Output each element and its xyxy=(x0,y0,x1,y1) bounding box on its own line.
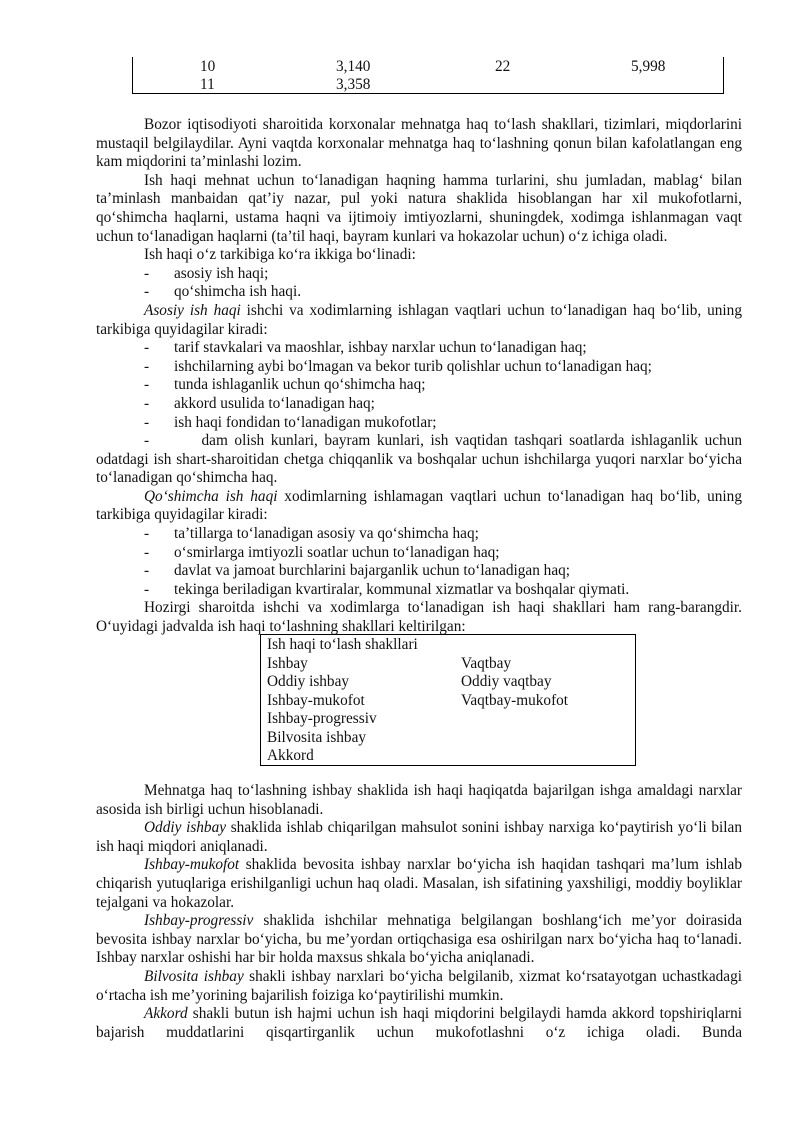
list-item: - akkord usulida toʻlanadigan haq; xyxy=(144,394,375,412)
table-cell: Ishbay-mukofot xyxy=(267,692,365,709)
list-item: - tunda ishlaganlik uchun qoʻshimcha haq; xyxy=(144,376,426,394)
paragraph: Bilvosita ishbay shakli ishbay narxlari boʻyicha belgilanib, xizmat koʻrsatayotgan uchastkadagi oʻrtacha ish me’yorining bajarilish foiziga koʻpaytirilishi mumkin. xyxy=(96,967,742,1004)
list-item: - davlat va jamoat burchlarini bajarganlik uchun toʻlanadigan haq; xyxy=(144,562,571,580)
table-cell: Oddiy vaqtbay xyxy=(461,673,552,690)
document-body-upper xyxy=(96,116,742,637)
paragraph: Qoʻshimcha ish haqi xodimlarning ishlamagan vaqtlari uchun toʻlanadigan haq boʻlib, uning tarkibiga quyidagilar kiradi: xyxy=(96,487,742,524)
list-item: - tarif stavkalari va maoshlar, ishbay narxlar uchun toʻlanadigan haq; xyxy=(144,339,587,357)
list-item: - qoʻshimcha ish haqi. xyxy=(144,283,302,301)
list-item: - asosiy ish haqi; xyxy=(144,264,269,282)
paragraph: Akkord shakli butun ish hajmi uchun ish haqi miqdorini belgilaydi hamda akkord topshiriqlarni bajarish muddatlarini qisqartirganlik uchun mukofotlashni oʻz ichiga oladi. Bunda xyxy=(96,1005,742,1041)
table-cell: 5,998 xyxy=(631,58,666,75)
list-item: - ishchilarning aybi boʻlmagan va bekor turib qolishlar uchun toʻlanadigan haq; xyxy=(144,357,652,375)
list-item: - oʻsmirlarga imtiyozli soatlar uchun toʻlanadigan haq; xyxy=(144,543,500,561)
list-item: - ta’tillarga toʻlanadigan asosiy va qoʻshimcha haq; xyxy=(144,525,479,543)
list-item-long: - dam olish kunlari, bayram kunlari, ish vaqtidan tashqari soatlarda ishlaganlik uchun odatdagi ish shart-sharoitidan chetga chiqqanlik va boshqalar uchun ishchilarga yuqori narxlar boʻyicha toʻlanadigan qoʻshimcha haq. xyxy=(96,432,742,487)
table-cell: Ishbay xyxy=(267,655,308,672)
table-cell: 3,358 xyxy=(336,76,371,93)
paragraph: Ish haqi mehnat uchun toʻlanadigan haqning hamma turlarini, shu jumladan, mablagʻ bilan ta’minlash manbaidan qat’iy nazar, pul yoki natura shaklida hisoblangan har xil mukofotlarni, qoʻshimcha haqlarni, ustama haqni va ijtimoiy imtiyozlarni, shuningdek, xodimga ishlanmagan vaqt uchun toʻlanadigan haqlarni (ta’til haqi, bayram kunlari va hokazolar uchun) oʻz ichiga oladi. xyxy=(96,171,742,245)
table-header: Ish haqi toʻlash shakllari xyxy=(267,636,418,653)
paragraph: Hozirgi sharoitda ishchi va xodimlarga toʻlanadigan ish haqi shakllari ham rang-barangdir. Oʻuyidagi jadvalda ish haqi toʻlashning shakllari keltirilgan: xyxy=(96,599,742,636)
paragraph: Ish haqi oʻz tarkibiga koʻra ikkiga boʻlinadi: xyxy=(144,246,416,264)
list-item: - tekinga beriladigan kvartiralar, kommunal xizmatlar va boshqalar qiymati. xyxy=(144,580,630,598)
paragraph: Oddiy ishbay shaklida ishlab chiqarilgan mahsulot sonini ishbay narxiga koʻpaytirish yoʻli bilan ish haqi miqdori aniqlanadi. xyxy=(96,819,742,855)
term-emphasis: Bilvosita ishbay xyxy=(144,967,244,985)
table-cell: 11 xyxy=(200,76,215,93)
term-emphasis: Qoʻshimcha ish haqi xyxy=(144,487,278,505)
table-cell: Akkord xyxy=(267,747,314,764)
table-cell: Oddiy ishbay xyxy=(267,673,350,690)
table-cell: 10 xyxy=(200,58,216,75)
paragraph: Mehnatga haq toʻlashning ishbay shaklida ish haqi haqiqatda bajarilgan ishga amaldagi narxlar asosida ish birligi uchun hisoblanadi. xyxy=(96,782,742,818)
paragraph: Ishbay-mukofot shaklida bevosita ishbay narxlar boʻyicha ish haqidan tashqari ma’lum ishlab chiqarish yutuqlariga erishilganligi uchun haq oladi. Masalan, ish sifatining yaxshiligi, moddiy boyliklar tejalgani va hokazolar. xyxy=(96,856,742,911)
paragraph: Bozor iqtisodiyoti sharoitida korxonalar mehnatga haq toʻlash shakllari, tizimlari, miqdorlarini mustaqil belgilaydilar. Ayni vaqtda korxonalar mehnatga haq toʻlashning qonun bilan kafolatlangan eng kam miqdorini ta’minlashi lozim. xyxy=(96,116,742,171)
table-cell: Ishbay-progressiv xyxy=(267,710,377,727)
paragraph: Asosiy ish haqi ishchi va xodimlarning ishlagan vaqtlari uchun toʻlanadigan haq boʻlib, uning tarkibiga quyidagilar kiradi: xyxy=(96,301,742,338)
table-cell: Bilvosita ishbay xyxy=(267,729,367,746)
term-emphasis: Akkord xyxy=(144,1005,188,1023)
table-cell: Vaqtbay-mukofot xyxy=(461,692,569,709)
wage-forms-table xyxy=(260,634,636,766)
list-item: - ish haqi fondidan toʻlanadigan mukofotlar; xyxy=(144,413,437,431)
document-body-lower xyxy=(96,782,742,1042)
table-cell: 22 xyxy=(495,58,511,75)
table-cell: Vaqtbay xyxy=(461,655,512,672)
term-emphasis: Oddiy ishbay xyxy=(144,819,227,837)
paragraph: Ishbay-progressiv shaklida ishchilar mehnatiga belgilangan boshlangʻich me’yor doirasida bevosita ishbay narxlar boʻyicha, bu me’yordan ortiqchasiga esa oshirilgan narx boʻyicha haq toʻlanadi. Ishbay narxlar oshishi har bir holda maxsus shkala boʻyicha aniqlanadi. xyxy=(96,912,742,967)
top-table-fragment xyxy=(132,57,724,94)
term-emphasis: Asosiy ish haqi xyxy=(144,301,241,319)
table-cell: 3,140 xyxy=(336,58,371,75)
term-emphasis: Ishbay-mukofot xyxy=(144,856,240,874)
term-emphasis: Ishbay-progressiv xyxy=(144,912,254,930)
